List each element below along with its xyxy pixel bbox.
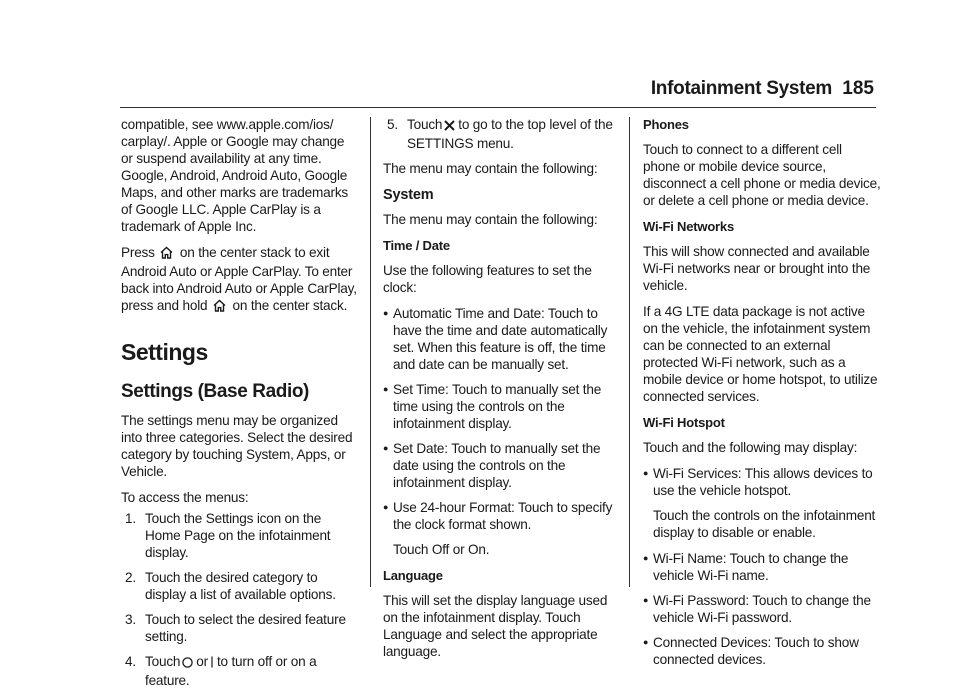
step-number: 2. [125,570,136,585]
bullet-icon: ● [383,384,389,394]
close-x-icon [444,118,455,135]
text: Touch [407,117,443,132]
list-item [121,653,359,689]
paragraph [121,244,359,316]
bullet-text: Connected Devices: Touch to show connected devices. [653,635,859,667]
bullet-text: Automatic Time and Date: Touch to have the time and date automatically set. When this feature is off, the time and date can be manually set. [393,306,608,372]
paragraph: Touch the controls on the infotainment display to disable or enable. [653,508,876,540]
list-item [121,510,359,561]
paragraph: Touch and the following may display: [643,440,858,455]
step-text [407,116,619,152]
bullet-text: Use 24-hour Format: Touch to specify the clock format shown. [393,500,613,532]
label-time-date: Time / Date [383,238,450,253]
paragraph: Touch Off or On. [393,542,490,557]
bullet-text: Wi-Fi Name: Touch to change the vehicle Wi-Fi name. [653,551,849,583]
paragraph: compatible, see www.apple.com/ios/ carplay/. Apple or Google may change or suspend availability at any time. Google, Android, Android Auto, Google Maps, and other marks are trademarks of Google LLC. Apple CarPlay is a trademark of Apple Inc. [121,117,349,234]
bullet-text: Set Date: Touch to manually set the date using the controls on the infotainment display. [393,441,601,490]
label-wifi-networks: Wi-Fi Networks [643,219,734,234]
list-item [121,611,359,645]
bullet-icon: ● [383,443,389,453]
step-text [145,653,359,689]
bullet-text: Wi-Fi Services: This allows devices to use the vehicle hotspot. [653,466,873,498]
column-left [121,116,359,697]
label-language: Language [383,568,443,583]
paragraph: The menu may contain the following: [383,161,598,176]
text: on the center stack to exit Android Auto or Apple CarPlay. To enter back into Android Auto or Apple CarPlay, press and hold [121,245,357,313]
list-item [121,569,359,603]
page-header [0,78,960,108]
paragraph: Touch to connect to a different cell phone or mobile device source, disconnect a cell phone or media device, or delete a cell phone or media device. [643,142,881,208]
column-middle [383,116,619,669]
bullet-item [643,550,881,584]
step-number: 4. [125,654,136,669]
step-number: 3. [125,612,136,627]
text: Press [121,245,155,260]
column-divider [629,117,630,587]
toggle-on-icon [182,655,193,672]
column-right [643,116,881,676]
text: Touch [145,654,181,669]
bullet-item [383,440,619,491]
paragraph: The menu may contain the following: [383,212,598,227]
label-phones: Phones [643,117,689,132]
paragraph: Use the following features to set the clock: [383,263,592,295]
label-wifi-hotspot: Wi-Fi Hotspot [643,415,725,430]
header-rule [120,107,876,108]
bullet-text: Set Time: Touch to manually set the time using the controls on the infotainment display. [393,382,602,431]
bullet-item [383,305,619,373]
bullet-icon: ● [383,308,389,318]
bullet-icon: ● [383,502,389,512]
text: or [196,654,208,669]
heading-settings-base-radio: Settings (Base Radio) [121,381,309,402]
section-title: Infotainment System [650,78,832,99]
bullet-icon: ● [643,553,649,563]
toggle-off-icon [210,655,214,672]
step-number: 5. [387,117,398,132]
paragraph: The settings menu may be organized into three categories. Select the desired category by touching System, Apps, or Vehicle. [121,413,353,479]
paragraph: This will show connected and available Wi-Fi networks near or brought into the vehicle. [643,244,871,293]
bullet-icon: ● [643,637,649,647]
home-icon [213,299,226,316]
column-divider [370,117,371,587]
heading-system: System [383,187,434,203]
bullet-item [643,465,881,499]
bullet-text: Wi-Fi Password: Touch to change the vehicle Wi-Fi password. [653,593,871,625]
step-text: Touch to select the desired feature setting. [145,612,346,644]
home-icon [160,246,173,263]
page-number: 185 [842,78,874,99]
bullet-item [643,592,881,626]
text: on the center stack. [232,298,348,313]
paragraph: To access the menus: [121,490,249,505]
bullet-icon: ● [643,595,649,605]
step-text: Touch the Settings icon on the Home Page on the infotainment display. [145,511,331,560]
text: to go to the top level of the SETTINGS menu. [407,117,613,151]
bullet-item [383,381,619,432]
bullet-item [643,634,881,668]
paragraph: If a 4G LTE data package is not active on the vehicle, the infotainment system can be connected to an external protected Wi-Fi network, such as a mobile device or home hotspot, to utilize connected services. [643,304,878,404]
step-number: 1. [125,511,136,526]
list-item [383,116,619,152]
paragraph: This will set the display language used on the infotainment display. Touch Language and select the appropriate language. [383,593,608,659]
heading-settings: Settings [121,339,208,365]
step-text: Touch the desired category to display a list of available options. [145,570,336,602]
text: to turn off or on a feature. [145,654,317,688]
bullet-icon: ● [643,468,649,478]
bullet-item [383,499,619,533]
